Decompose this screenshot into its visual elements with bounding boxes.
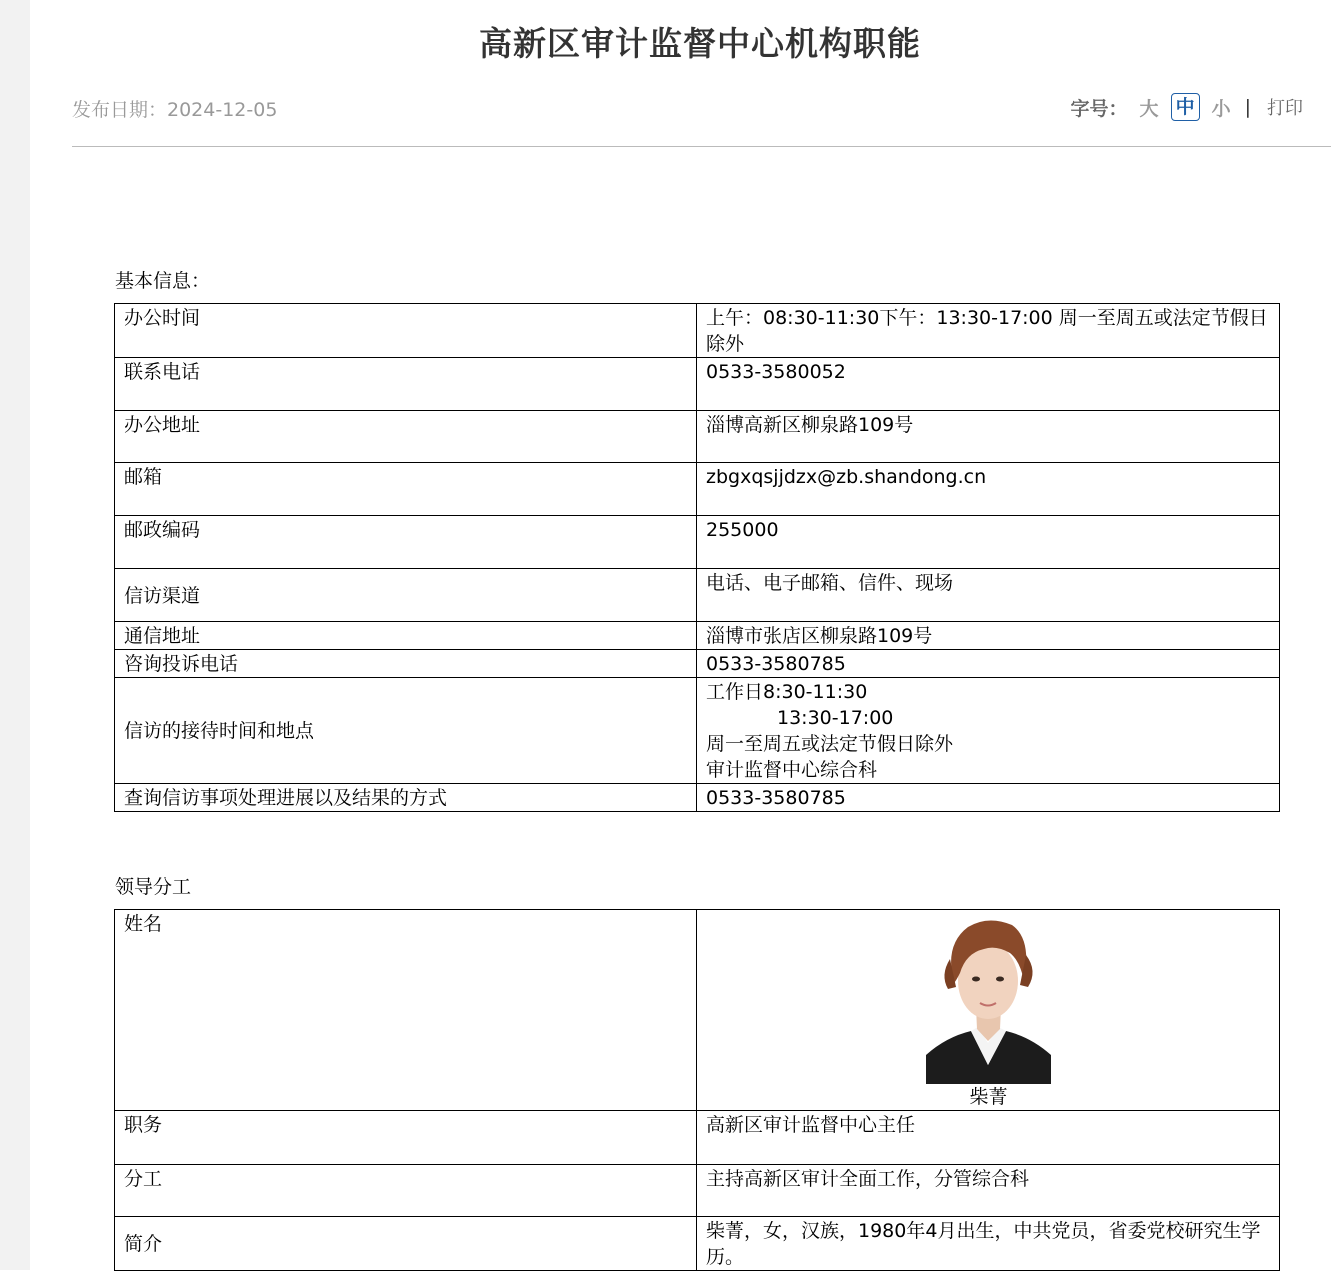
- value-line: 13:30-17:00: [777, 707, 894, 729]
- separator: |: [1244, 96, 1251, 118]
- row-value: 0533-3580785: [697, 784, 1280, 812]
- row-value: 255000: [697, 516, 1280, 569]
- header-divider: [72, 146, 1331, 147]
- font-size-label: 字号：: [1070, 97, 1128, 120]
- row-key: 联系电话: [115, 358, 697, 411]
- table-row: [115, 463, 1280, 516]
- row-value: 高新区审计监督中心主任: [697, 1111, 1280, 1165]
- photo-cell: [697, 910, 1280, 1111]
- basic-info-table: [114, 303, 1280, 812]
- row-key: 查询信访事项处理进展以及结果的方式: [115, 784, 697, 812]
- font-size-small-button[interactable]: 小: [1211, 97, 1231, 120]
- leader-name: 柴菁: [969, 1086, 1008, 1108]
- row-value: 上午：08:30-11:30下午：13:30-17:00 周一至周五或法定节假日除外: [697, 304, 1280, 358]
- table-row: [115, 622, 1280, 650]
- table-row: [115, 910, 1280, 1111]
- row-value: 0533-3580052: [697, 358, 1280, 411]
- table-row: [115, 358, 1280, 411]
- leadership-table: [114, 909, 1280, 1271]
- row-value: zbgxqsjjdzx@zb.shandong.cn: [697, 463, 1280, 516]
- row-key: 邮箱: [115, 463, 697, 516]
- row-key: 分工: [115, 1165, 697, 1217]
- row-key: 办公地址: [115, 411, 697, 463]
- leadership-label: 领导分工: [115, 876, 192, 898]
- table-row: [115, 304, 1280, 358]
- row-value: 主持高新区审计全面工作，分管综合科: [697, 1165, 1280, 1217]
- row-value: 淄博高新区柳泉路109号: [697, 411, 1280, 463]
- font-size-medium-button[interactable]: 中: [1171, 93, 1200, 121]
- basic-info-label: 基本信息：: [115, 270, 211, 292]
- row-key: 简介: [115, 1217, 697, 1271]
- portrait-photo: [926, 915, 1051, 1084]
- row-key: 信访的接待时间和地点: [115, 678, 697, 784]
- row-value: 淄博市张店区柳泉路109号: [697, 622, 1280, 650]
- font-size-tools: [1071, 93, 1303, 121]
- row-value: 电话、电子邮箱、信件、现场: [697, 569, 1280, 622]
- table-row: [115, 784, 1280, 812]
- print-button[interactable]: 打印: [1267, 98, 1303, 119]
- table-row: [115, 1165, 1280, 1217]
- table-row: [115, 650, 1280, 678]
- left-gutter: [0, 0, 30, 1270]
- table-row: [115, 411, 1280, 463]
- table-row: [115, 569, 1280, 622]
- page-title: 高新区审计监督中心机构职能: [479, 24, 921, 63]
- font-size-large-button[interactable]: 大: [1139, 97, 1159, 120]
- table-row: [115, 516, 1280, 569]
- article: [30, 0, 1331, 1270]
- table-row: [115, 1111, 1280, 1165]
- value-line: 审计监督中心综合科: [706, 759, 878, 781]
- row-key: 通信地址: [115, 622, 697, 650]
- row-key: 信访渠道: [115, 569, 697, 622]
- table-row: [115, 678, 1280, 784]
- table-row: [115, 1217, 1280, 1271]
- row-key: 邮政编码: [115, 516, 697, 569]
- row-key: 姓名: [115, 910, 697, 1111]
- value-line: 周一至周五或法定节假日除外: [706, 733, 954, 755]
- row-value: 柴菁，女，汉族，1980年4月出生，中共党员，省委党校研究生学历。: [697, 1217, 1280, 1271]
- row-value: 0533-3580785: [697, 650, 1280, 678]
- row-value: [697, 678, 1280, 784]
- row-key: 咨询投诉电话: [115, 650, 697, 678]
- row-key: 职务: [115, 1111, 697, 1165]
- row-key: 办公时间: [115, 304, 697, 358]
- publish-date: 发布日期：2024-12-05: [72, 99, 278, 121]
- value-line: 工作日8:30-11:30: [706, 681, 868, 703]
